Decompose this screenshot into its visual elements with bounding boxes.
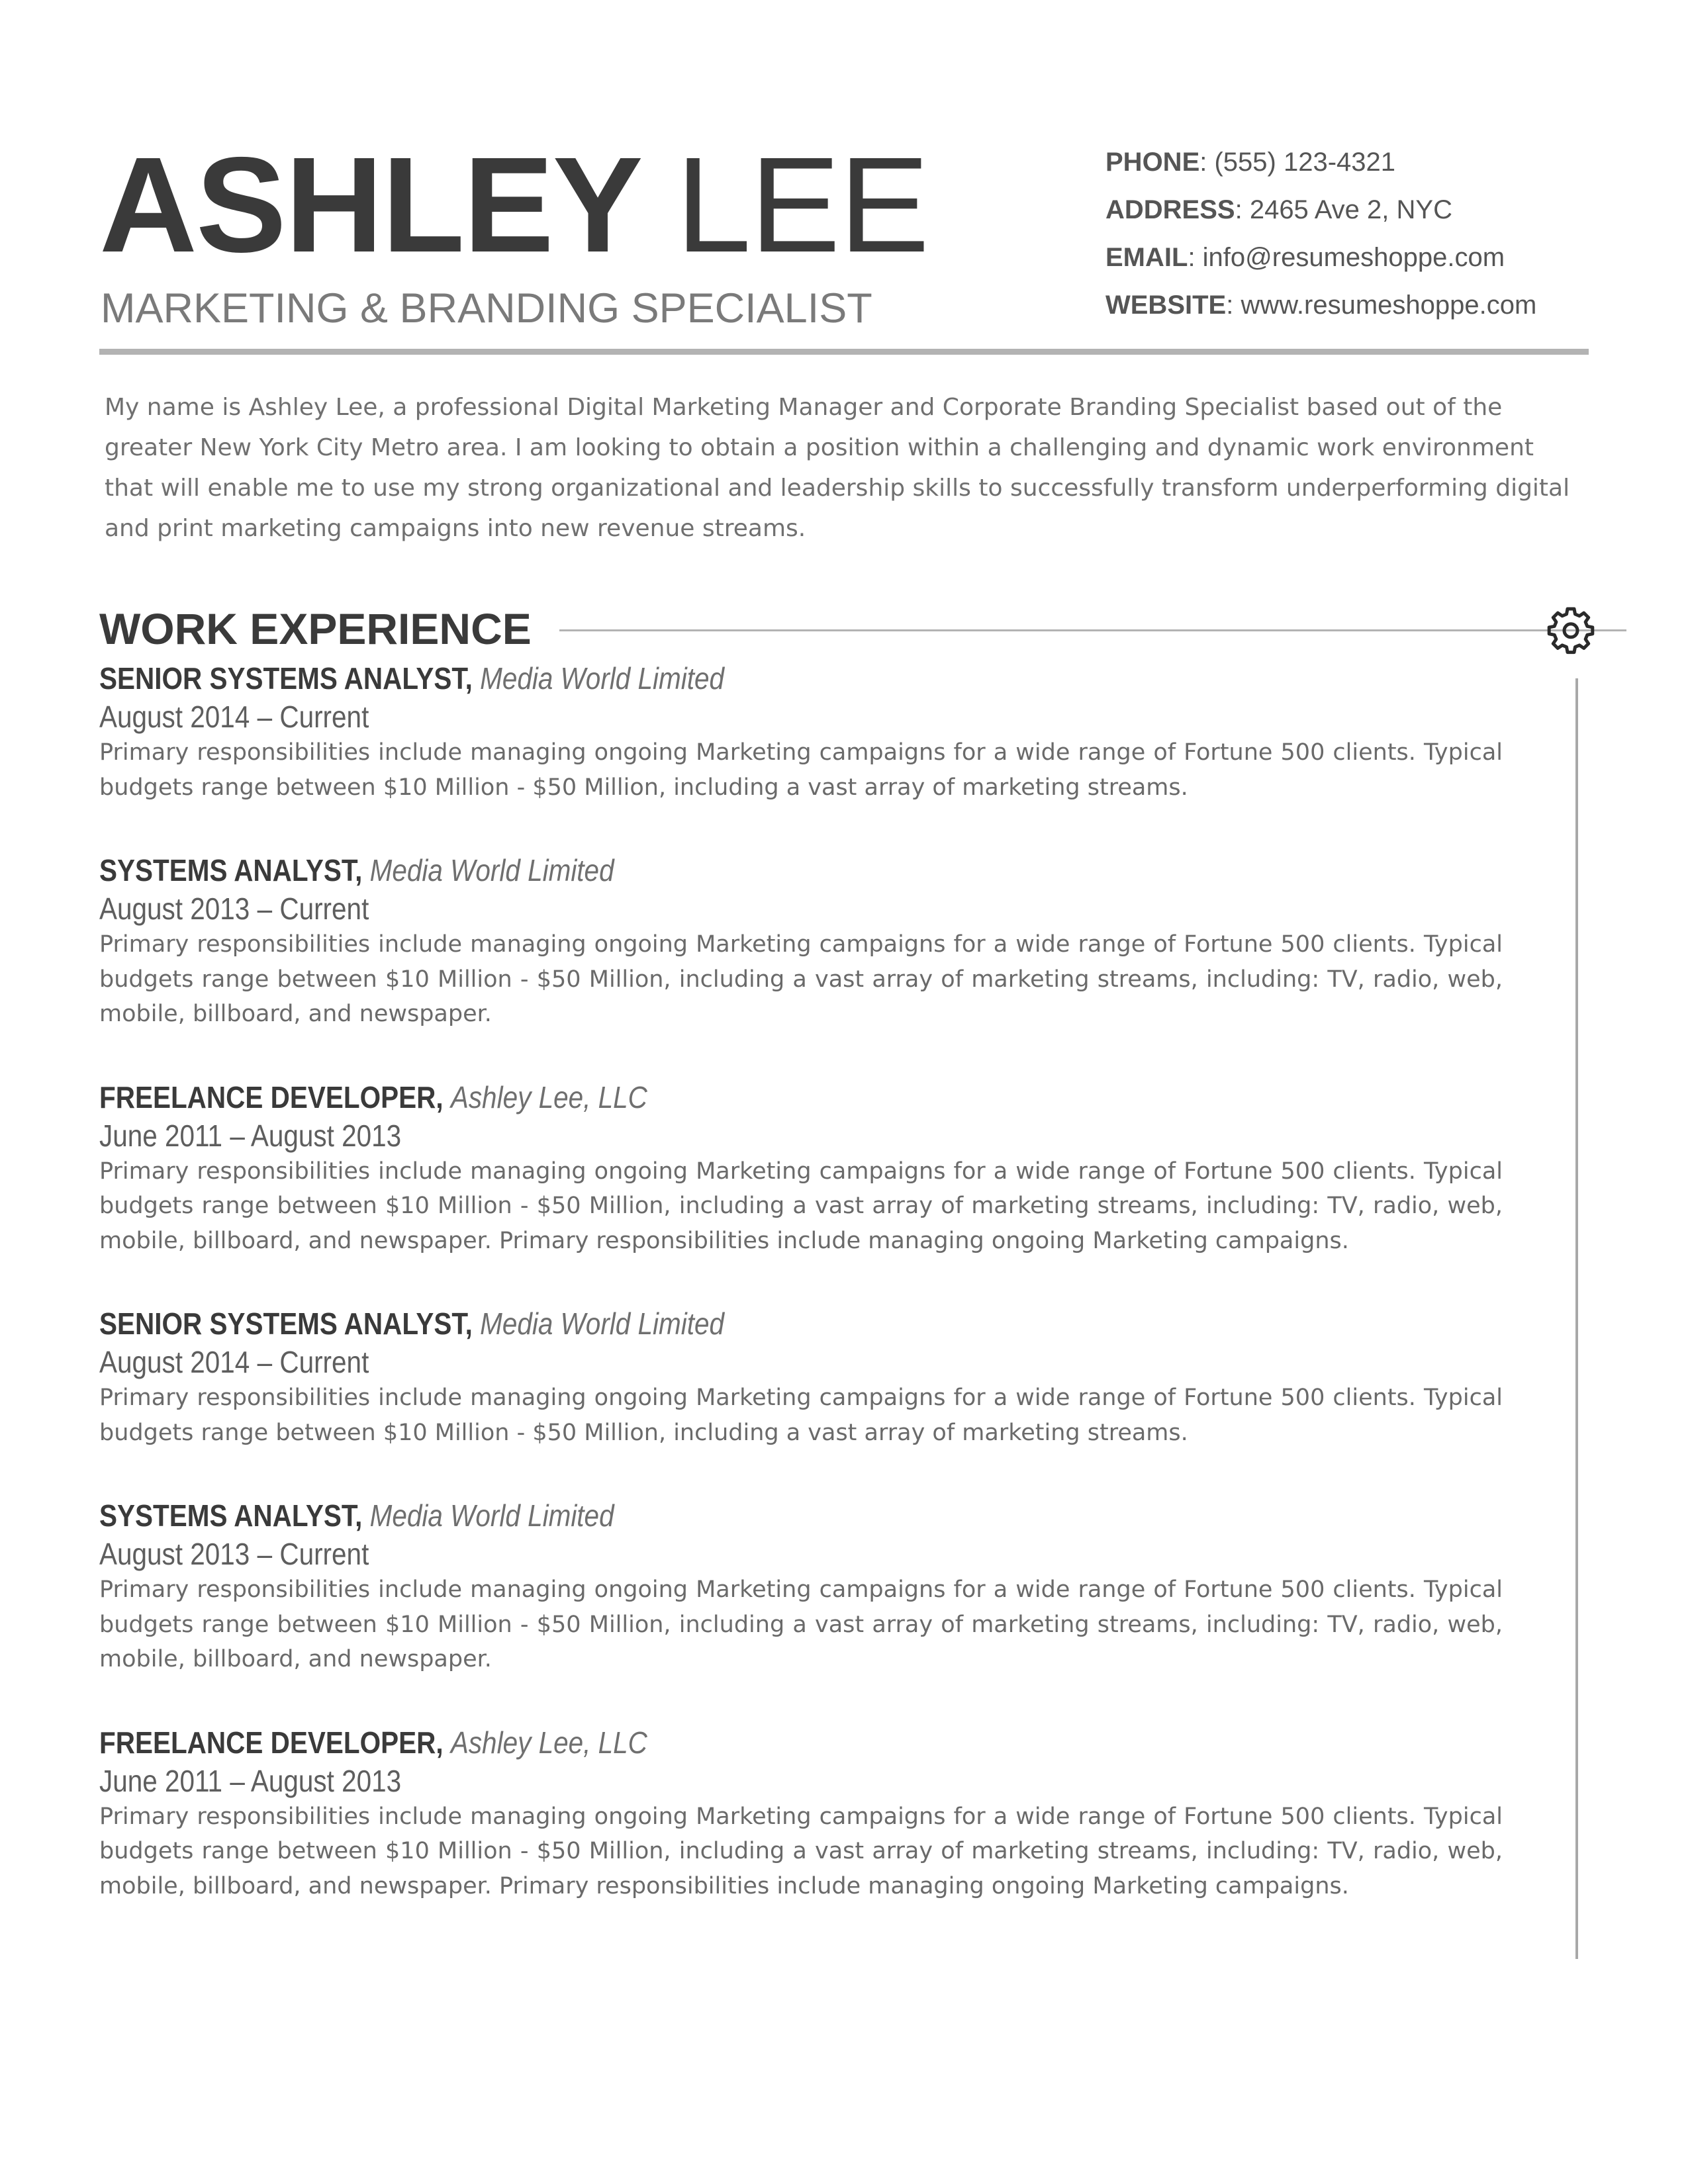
contact-value: : info@resumeshoppe.com bbox=[1188, 243, 1505, 272]
profile-summary: My name is Ashley Lee, a professional Digital Marketing Manager and Corporate Branding Specialist based out of the greater New York City Metro area. I am looking to obtain a position within a challenging and dynamic work environment that will enable me to use my strong organizational and leadership skills to successfully transform underperforming digital and print marketing campaigns into new revenue streams. bbox=[105, 394, 1570, 542]
job-role: SENIOR SYSTEMS ANALYST, bbox=[99, 661, 473, 696]
job-entry bbox=[99, 1723, 1503, 1904]
job-company: Ashley Lee, LLC bbox=[450, 1079, 647, 1115]
job-dates: June 2011 – August 2013 bbox=[99, 1118, 402, 1153]
job-heading bbox=[99, 1077, 1335, 1117]
job-dates: August 2014 – Current bbox=[99, 1345, 369, 1379]
job-entry bbox=[99, 1077, 1503, 1259]
job-role: FREELANCE DEVELOPER, bbox=[99, 1725, 444, 1760]
work-experience-heading bbox=[99, 602, 1595, 655]
first-name: ASHLEY bbox=[99, 129, 639, 281]
job-company: Media World Limited bbox=[480, 1306, 725, 1341]
job-title: MARKETING & BRANDING SPECIALIST bbox=[101, 285, 872, 332]
contact-info bbox=[1105, 132, 1595, 323]
job-role: SYSTEMS ANALYST, bbox=[99, 853, 363, 887]
job-role: SENIOR SYSTEMS ANALYST, bbox=[99, 1306, 473, 1341]
timeline-line bbox=[1575, 678, 1578, 1959]
contact-label: PHONE bbox=[1105, 148, 1200, 177]
contact-email bbox=[1105, 228, 1595, 275]
job-heading bbox=[99, 1304, 1335, 1343]
job-description: Primary responsibilities include managing ongoing Marketing campaigns for a wide range of Fortune 500 clients. Typical budgets range between $10 Million - $50 Million, including a vast array of marketing streams, including: TV, radio, web, mobile, billboard, and newspaper. Primary responsibilities include managing ongoing Marketing campaigns. bbox=[99, 1158, 1503, 1254]
job-heading bbox=[99, 1496, 1335, 1535]
job-description: Primary responsibilities include managing ongoing Marketing campaigns for a wide range of Fortune 500 clients. Typical budgets range between $10 Million - $50 Million, including a vast array of marketing streams. bbox=[99, 739, 1503, 801]
job-role: FREELANCE DEVELOPER, bbox=[99, 1079, 444, 1115]
job-entry bbox=[99, 850, 1503, 1032]
contact-value: : 2465 Ave 2, NYC bbox=[1235, 195, 1452, 224]
candidate-name bbox=[99, 129, 929, 281]
job-company: Ashley Lee, LLC bbox=[450, 1725, 647, 1760]
job-entry bbox=[99, 659, 1503, 805]
job-heading bbox=[99, 850, 1335, 890]
job-company: Media World Limited bbox=[369, 853, 614, 887]
job-heading bbox=[99, 1723, 1335, 1762]
contact-website bbox=[1105, 275, 1595, 323]
contact-address bbox=[1105, 180, 1595, 228]
contact-value: : (555) 123-4321 bbox=[1199, 148, 1396, 177]
job-company: Media World Limited bbox=[369, 1498, 614, 1533]
job-description: Primary responsibilities include managing ongoing Marketing campaigns for a wide range of Fortune 500 clients. Typical budgets range between $10 Million - $50 Million, including a vast array of marketing streams, including: TV, radio, web, mobile, billboard, and newspaper. Primary responsibilities include managing ongoing Marketing campaigns. bbox=[99, 1803, 1503, 1899]
job-entry bbox=[99, 1304, 1503, 1450]
last-name: LEE bbox=[675, 129, 929, 281]
job-entry bbox=[99, 1496, 1503, 1677]
job-description: Primary responsibilities include managing ongoing Marketing campaigns for a wide range of Fortune 500 clients. Typical budgets range between $10 Million - $50 Million, including a vast array of marketing streams, including: TV, radio, web, mobile, billboard, and newspaper. bbox=[99, 1576, 1503, 1672]
job-dates: August 2013 – Current bbox=[99, 1537, 369, 1571]
header-divider bbox=[99, 349, 1589, 355]
job-dates: August 2013 – Current bbox=[99, 891, 369, 926]
section-title: WORK EXPERIENCE bbox=[99, 604, 532, 653]
job-role: SYSTEMS ANALYST, bbox=[99, 1498, 363, 1533]
work-experience-list bbox=[99, 659, 1503, 1949]
job-company: Media World Limited bbox=[480, 661, 725, 696]
contact-label: WEBSITE bbox=[1105, 291, 1227, 320]
gear-icon bbox=[1544, 604, 1597, 657]
resume-header bbox=[99, 129, 1589, 361]
job-dates: June 2011 – August 2013 bbox=[99, 1763, 402, 1798]
job-description: Primary responsibilities include managing ongoing Marketing campaigns for a wide range of Fortune 500 clients. Typical budgets range between $10 Million - $50 Million, including a vast array of marketing streams, including: TV, radio, web, mobile, billboard, and newspaper. bbox=[99, 931, 1503, 1027]
job-heading bbox=[99, 659, 1335, 698]
contact-label: EMAIL bbox=[1105, 243, 1188, 272]
job-dates: August 2014 – Current bbox=[99, 700, 369, 734]
contact-label: ADDRESS bbox=[1105, 195, 1235, 224]
contact-value: : www.resumeshoppe.com bbox=[1226, 291, 1537, 320]
contact-phone bbox=[1105, 132, 1595, 180]
job-description: Primary responsibilities include managing ongoing Marketing campaigns for a wide range of Fortune 500 clients. Typical budgets range between $10 Million - $50 Million, including a vast array of marketing streams. bbox=[99, 1385, 1503, 1446]
section-divider bbox=[559, 629, 1626, 631]
